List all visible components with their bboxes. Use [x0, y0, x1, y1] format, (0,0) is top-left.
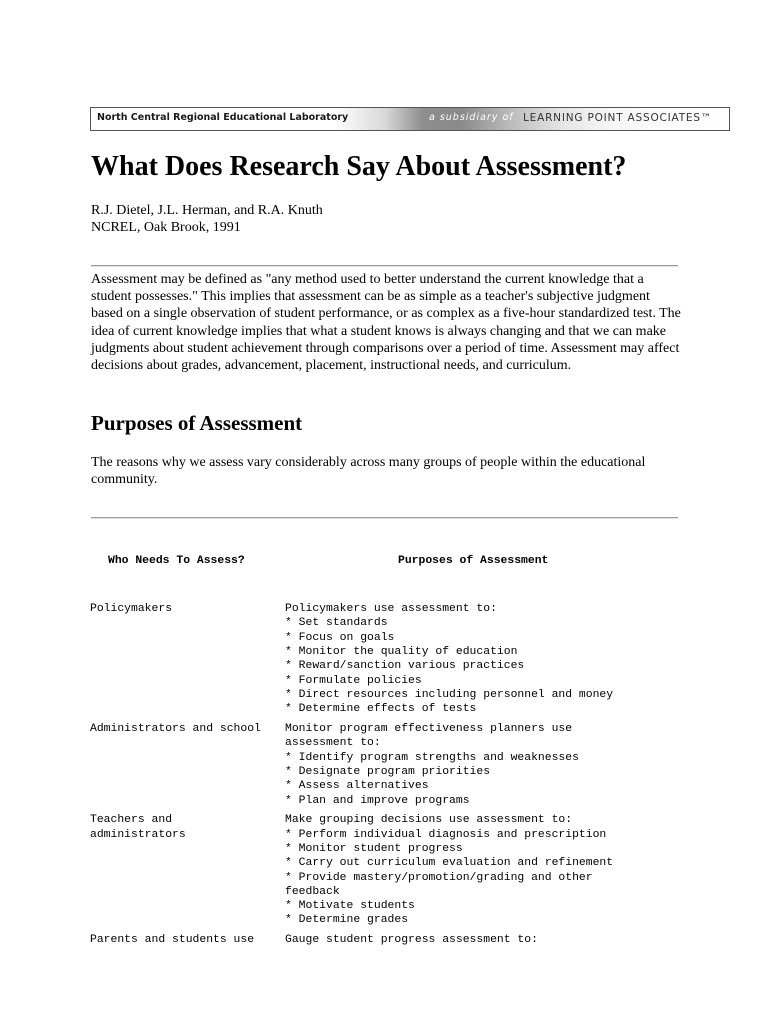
assessment-table [90, 525, 690, 967]
purpose-line: * Monitor the quality of education [285, 646, 518, 659]
purpose-line: * Monitor student progress [285, 842, 463, 855]
purpose-line: * Focus on goals [285, 631, 395, 644]
table-header [90, 554, 690, 574]
table-row [90, 722, 690, 808]
header-purposes: Purposes of Assessment [398, 554, 549, 567]
table-row [90, 602, 690, 716]
purpose-line: * Carry out curriculum evaluation and refinement [285, 857, 614, 870]
purpose-line: Policymakers use assessment to: [285, 603, 497, 616]
header-who: Who Needs To Assess? [108, 554, 245, 567]
purpose-line: assessment to: [285, 737, 381, 750]
table-body [90, 602, 690, 947]
section-intro-paragraph: The reasons why we assess vary considerably across many groups of people within the educational community. [91, 455, 646, 488]
purposes-cell [285, 602, 613, 716]
purpose-line: * Reward/sanction various practices [285, 660, 525, 673]
purpose-line: * Perform individual diagnosis and prescription [285, 828, 607, 841]
divider [91, 265, 678, 267]
purpose-line: * Set standards [285, 617, 388, 630]
who-cell [90, 602, 285, 716]
purposes-cell [285, 813, 613, 927]
who-line: Administrators and school [90, 723, 261, 736]
who-cell [90, 813, 285, 927]
who-line: administrators [90, 828, 186, 841]
purpose-line: * Assess alternatives [285, 780, 429, 793]
who-line: Policymakers [90, 603, 173, 616]
section-heading: Purposes of Assessment [91, 411, 303, 435]
purpose-line: * Identify program strengths and weaknesses [285, 751, 579, 764]
who-line: Teachers and [90, 814, 173, 827]
purposes-cell [285, 933, 538, 947]
purpose-line: Make grouping decisions use assessment to: [285, 814, 573, 827]
publisher: NCREL, Oak Brook, 1991 [91, 220, 241, 235]
who-cell [90, 933, 285, 947]
purpose-line: Gauge student progress assessment to: [285, 934, 538, 947]
who-line: Parents and students use [90, 934, 255, 947]
purpose-line: * Plan and improve programs [285, 794, 470, 807]
purpose-line: * Determine grades [285, 914, 409, 927]
ncrel-banner [90, 107, 730, 131]
authors: R.J. Dietel, J.L. Herman, and R.A. Knuth [91, 203, 323, 218]
banner-associates-name: LEARNING POINT ASSOCIATES™ [523, 112, 713, 124]
purpose-line: Monitor program effectiveness planners use [285, 723, 573, 736]
banner-lab-name: North Central Regional Educational Laboratory [97, 112, 349, 123]
purpose-line: feedback [285, 885, 340, 898]
intro-paragraph: Assessment may be defined as "any method used to better understand the current knowledge that a student possesses." This implies that assessment can be as simple as a teacher's subjective judgment based on a single observation of student performance, or as complex as a five-hour standardized test. The idea of current knowledge implies that what a student knows is always changing and that we can make judgments about student achievement through comparisons over a period of time. Assessment may affect decisions about grades, advancement, placement, instructional needs, and curriculum. [91, 272, 681, 374]
page-title: What Does Research Say About Assessment? [91, 151, 627, 182]
table-divider [91, 517, 678, 519]
purpose-line: * Formulate policies [285, 674, 422, 687]
purpose-line: * Designate program priorities [285, 765, 491, 778]
purpose-line: * Direct resources including personnel and money [285, 688, 614, 701]
who-cell [90, 722, 285, 808]
purposes-cell [285, 722, 579, 808]
byline [91, 202, 323, 236]
purpose-line: * Determine effects of tests [285, 703, 477, 716]
table-row [90, 813, 690, 927]
table-row [90, 933, 690, 947]
purpose-line: * Provide mastery/promotion/grading and other [285, 871, 593, 884]
purpose-line: * Motivate students [285, 900, 415, 913]
banner-subsidiary-text: a subsidiary of [429, 112, 514, 123]
